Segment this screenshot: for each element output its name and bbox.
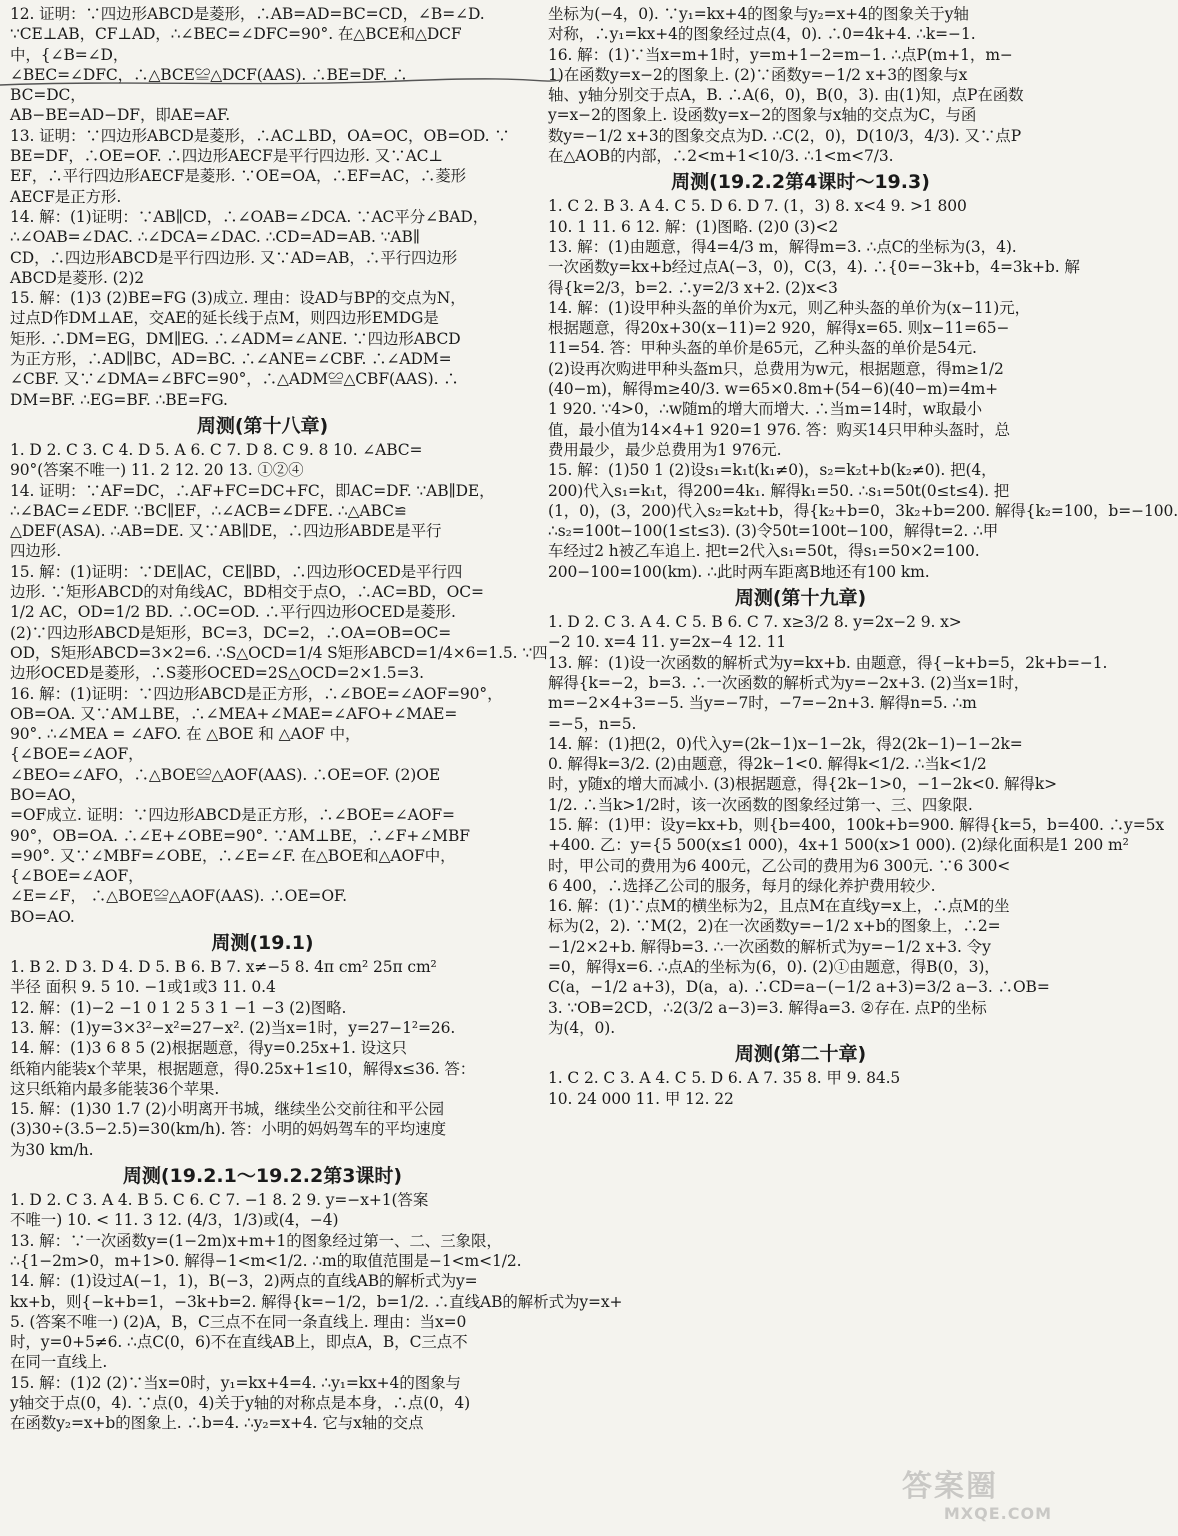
answer-line: 纸箱内能装x个苹果，根据题意，得0.25x+1≤10，解得x≤36. 答： [10,1059,476,1078]
answer-line: 15. 解：(1)3 (2)BE=FG (3)成立. 理由：设AD与BP的交点为N， [10,289,466,308]
answer-line: (40−m)，解得m≥40/3. w=65×0.8m+(54−6)(40−m)=4m+ [548,380,999,399]
answer-line: 为(4，0). [548,1018,616,1037]
answer-line: 边形OCED是菱形，∴S菱形OCED=2S△OCD=2×1.5=3. [10,664,424,683]
section-heading: 周测(第十八章) [196,414,329,437]
answer-line: 1. D 2. C 3. A 4. B 5. C 6. C 7. −1 8. 2 9. y=−x+1(答案 [10,1191,429,1210]
answer-line: C(a，−1/2 a+3)，D(a，a). ∴CD=a−(−1/2 a+3)=3/2 a−3. ∴OB= [548,978,1050,997]
answer-line: ∠E=∠F， ∴△BOE≌△AOF(AAS). ∴OE=OF. [10,887,347,906]
answer-line: 一次函数y=kx+b经过点A(−3，0)，C(3，4). ∴{0=−3k+b，4=3k+b. 解 [548,258,1080,277]
watermark-logo-text: 答案圈 [902,1469,998,1504]
answer-line: 16. 解：(1)证明：∵四边形ABCD是正方形，∴∠BOE=∠AOF=90°， [10,684,503,703]
answer-line: OB=OA. 又∵AM⊥BE，∴∠MEA+∠MAE=∠AFO+∠MAE= [10,704,458,723]
site-watermark [902,1470,1052,1530]
answer-line: 时，甲公司的费用为6 400元，乙公司的费用为6 300元. ∵6 300< [548,856,1011,875]
answer-line: 1 920. ∵4>0，∴w随m的增大而增大. ∴当m=14时，w取最小 [548,400,983,419]
answer-line: 15. 解：(1)2 (2)∵当x=0时，y₁=kx+4=4. ∴y₁=kx+4的图象与 [10,1373,461,1392]
answer-line: 得{k=2/3，b=2. ∴y=2/3 x+2. (2)x<3 [548,278,838,297]
answer-line: CD，∴四边形ABCD是平行四边形. 又∵AD=AB，∴平行四边形 [10,248,458,267]
answer-line: y=x−2的图象上. 设函数y=x−2的图象与x轴的交点为C，与函 [548,106,977,125]
answer-line: DM=BF. ∴EG=BF. ∴BE=FG. [10,390,228,409]
answer-line: 1/2 AC，OD=1/2 BD. ∴OC=OD. ∴平行四边形OCED是菱形. [10,603,456,622]
answer-line: 在同一直线上. [10,1353,108,1372]
answer-line: =90°. 又∵∠MBF=∠OBE，∴∠E=∠F. 在△BOE和△AOF中， [10,846,456,865]
answer-line: 14. 证明：∵AF=DC，∴AF+FC=DC+FC，即AC=DF. ∵AB∥DE， [10,481,495,500]
answer-line: 1. C 2. C 3. A 4. C 5. D 6. A 7. 35 8. 甲 9. 84.5 [548,1069,901,1088]
answer-line: 15. 解：(1)50 1 (2)设s₁=k₁t(k₁≠0)，s₂=k₂t+b(k₂≠0). 把(4， [548,461,997,480]
answer-line: +400. 乙：y={5 500(x≤1 000)，4x+1 500(x>1 000). (2)绿化面积是1 200 m² [548,836,1129,855]
answer-line: 1. D 2. C 3. A 4. C 5. B 6. C 7. x≥3/2 8. y=2x−2 9. x> [548,613,962,632]
watermark-url: MXQE.COM [943,1504,1052,1523]
answer-line: 1/2. ∴当k>1/2时，该一次函数的图象经过第一、三、四象限. [548,795,973,814]
answer-line: 15. 解：(1)甲：设y=kx+b，则{b=400，100k+b=900. 解得{k=5，b=400. ∴y=5x [548,815,1164,834]
answer-line: 14. 解：(1)3 6 8 5 (2)根据题意，得y=0.25x+1. 设这只 [10,1039,407,1058]
answer-line: 90°. ∴∠MEA = ∠AFO. 在 △BOE 和 △AOF 中， [10,725,361,744]
answer-line: 12. 解：(1)−2 −1 0 1 2 5 3 1 −1 −3 (2)图略. [10,998,347,1017]
answer-line: AB−BE=AD−DF，即AE=AF. [10,106,231,125]
answer-line: AECF是正方形. [10,187,122,206]
answer-line: {∠BOE=∠AOF， [10,745,144,764]
answer-line: BC=DC， [10,86,86,105]
answer-line: y轴交于点(0，4). ∵点(0，4)关于y轴的对称点是本身，∴点(0，4) [10,1394,471,1412]
right-column [548,0,1178,1109]
answer-line: 1. C 2. B 3. A 4. C 5. D 6. D 7. (1，3) 8. x<4 9. >1 800 [548,197,967,216]
answer-line: 车经过2 h被乙车追上. 把t=2代入s₁=50t，得s₁=50×2=100. [548,542,980,561]
answer-line: 对称，∴y₁=kx+4的图象经过点(4，0). ∴0=4k+4. ∴k=−1. [548,25,976,44]
section-heading: 周测(第十九章) [734,587,867,610]
answer-line: 在△AOB的内部，∴2<m+1<10/3. ∴1<m<7/3. [548,147,894,166]
answer-line: 13. 解：(1)y=3×3²−x²=27−x². (2)当x=1时，y=27−1²=26. [10,1018,456,1037]
answer-line: 中，{∠B=∠D， [10,45,129,64]
answer-line: ∴s₂=100t−100(1≤t≤3). (3)令50t=100t−100，解得t=2. ∴甲 [548,522,999,541]
answer-line: 四边形. [10,542,62,561]
answer-line: 13. 解：∵一次函数y=(1−2m)x+m+1的图象经过第一、二、三象限， [10,1231,502,1250]
answer-line: ∴∠BAC=∠EDF. ∵BC∥EF，∴∠ACB=∠DFE. ∴△ABC≌ [10,501,407,520]
answer-line: BO=AO， [10,785,87,804]
answer-line: EF，∴平行四边形AECF是菱形. ∵OE=OA，∴EF=AC，∴菱形 [10,167,467,186]
answer-line: 200−100=100(km). ∴此时两车距离B地还有100 km. [548,562,930,581]
answer-line: 1. D 2. C 3. C 4. D 5. A 6. C 7. D 8. C 9. 8 10. ∠ABC= [10,440,423,459]
section-heading: 周测(第二十章) [734,1043,867,1066]
answer-line: 矩形. ∴DM=EG，DM∥EG. ∴∠ADM=∠ANE. ∵四边形ABCD [10,329,461,348]
answer-line: 6 400，∴选择乙公司的服务，每月的绿化养护费用较少. [548,876,936,895]
answer-line: 16. 解：(1)∵当x=m+1时，y=m+1−2=m−1. ∴点P(m+1，m− [548,45,1013,64]
answer-line: 14. 解：(1)设甲种头盔的单价为x元，则乙种头盔的单价为(x−11)元， [548,298,1031,317]
answer-line: 5. (答案不唯一) (2)A，B，C三点不在同一条直线上. 理由：当x=0 [10,1312,467,1331]
answer-line: (3)30÷(3.5−2.5)=30(km/h). 答：小明的妈妈驾车的平均速度 [10,1120,447,1139]
answer-line: −2 10. x=4 11. y=2x−4 12. 11 [548,633,787,652]
answer-line: =0，解得x=6. ∴点A的坐标为(6，0). (2)①由题意，得B(0，3)， [548,958,1000,977]
answer-line: 解得{k=−2，b=3. ∴一次函数的解析式为y=−2x+3. (2)当x=1时， [548,673,1030,692]
answer-line: 3. ∵OB=2CD，∴2(3/2 a−3)=3. 解得a=3. ②存在. 点P的坐标 [548,998,987,1017]
answer-line: ∠BEC=∠DFC，∴△BCE≌△DCF(AAS). ∴BE=DF. ∴ [10,65,408,84]
answer-line: 14. 解：(1)把(2，0)代入y=(2k−1)x−1−2k，得2(2k−1)−1−2k= [548,734,1023,753]
answer-line: 14. 解：(1)设过A(−1，1)，B(−3，2)两点的直线AB的解析式为y= [10,1272,478,1291]
answer-line: kx+b，则{−k+b=1，−3k+b=2. 解得{k=−1/2，b=1/2. ∴直线AB的解析式为y=x+ [10,1292,623,1311]
answer-line: 11=54. 答：甲种头盔的单价是65元，乙种头盔的单价是54元. [548,339,977,358]
answer-line: {∠BOE=∠AOF， [10,867,144,886]
answer-line: 90°，OB=OA. ∴∠E+∠OBE=90°. ∵AM⊥BE，∴∠F+∠MBF [10,826,470,845]
answer-line: 时，y=0+5≠6. ∴点C(0，6)不在直线AB上，即点A，B，C三点不 [10,1333,468,1352]
answer-line: 根据题意，得20x+30(x−11)=2 920，解得x=65. 则x−11=65− [548,319,1010,338]
answer-line: m=−2×4+3=−5. 当y=−7时，−7=−2n+3. 解得n=5. ∴m [548,694,977,713]
answer-line: 时，y随x的增大而减小. (3)根据题意，得{2k−1>0，−1−2k<0. 解得k> [548,775,1057,794]
answer-line: OD，S矩形ABCD=3×2=6. ∴S△OCD=1/4 S矩形ABCD=1/4×6=1.5. ∵四 [10,643,548,662]
section-heading: 周测(19.2.1～19.2.2第3课时) [122,1165,403,1188]
answer-line: 半径 面积 9. 5 10. −1或1或3 11. 0.4 [10,978,276,997]
answer-line: ABCD是菱形. (2)2 [10,268,145,287]
answer-line: 13. 解：(1)由题意，得4=4/3 m，解得m=3. ∴点C的坐标为(3，4). [548,237,1017,256]
answer-line: 过点D作DM⊥AE，交AE的延长线于点M，则四边形EMDG是 [10,309,439,328]
answer-line: △DEF(ASA). ∴AB=DE. 又∵AB∥DE，∴四边形ABDE是平行 [10,522,442,541]
answer-line: 15. 解：(1)证明：∵DE∥AC，CE∥BD，∴四边形OCED是平行四 [10,562,463,581]
answer-line: 为30 km/h. [10,1140,94,1159]
answer-line: −1/2×2+b. 解得b=3. ∴一次函数的解析式为y=−1/2 x+3. 令y [548,937,991,956]
answer-line: =−5，n=5. [548,714,637,733]
answer-line: ∵CE⊥AB，CF⊥AD，∴∠BEC=∠DFC=90°. 在△BCE和△DCF [10,25,462,44]
answer-line: 90°(答案不唯一) 11. 2 12. 20 13. ①②④ [10,461,304,480]
answer-line: 10. 1 11. 6 12. 解：(1)图略. (2)0 (3)<2 [548,217,839,236]
answer-line: =OF成立. 证明：∵四边形ABCD是正方形，∴∠BOE=∠AOF= [10,806,455,825]
answer-line: ∠CBF. 又∵∠DMA=∠BFC=90°，∴△ADM≌△CBF(AAS). ∴ [10,370,459,389]
section-heading: 周测(19.2.2第4课时～19.3) [671,171,930,194]
answer-line: BO=AO. [10,907,75,926]
answer-line: 这只纸箱内最多能装36个苹果. [10,1079,220,1098]
answer-line: 13. 解：(1)设一次函数的解析式为y=kx+b. 由题意，得{−k+b=5，2k+b=−1. [548,653,1108,672]
answer-line: ∠BEO=∠AFO，∴△BOE≌△AOF(AAS). ∴OE=OF. (2)OE [10,765,441,784]
answer-line: 标为(2，2). ∵M(2，2)在一次函数y=−1/2 x+b的图象上，∴2= [548,917,1001,936]
answer-line: 12. 证明：∵四边形ABCD是菱形，∴AB=AD=BC=CD，∠B=∠D. [10,5,485,23]
answer-line: 为正方形，∴AD∥BC，AD=BC. ∴∠ANE=∠CBF. ∴∠ADM= [10,350,452,369]
answer-line: 10. 24 000 11. 甲 12. 22 [548,1089,734,1108]
answer-line: 在函数y₂=x+b的图象上. ∴b=4. ∴y₂=x+4. 它与x轴的交点 [10,1414,424,1433]
answer-line: 轴、y轴分别交于点A，B. ∴A(6，0)，B(0，3). 由(1)知，点P在函数 [548,86,1024,105]
answer-line: 费用最少，最少总费用为1 976元. [548,440,782,459]
answer-line: ∴∠OAB=∠DAC. ∴∠DCA=∠DAC. ∴CD=AD=AB. ∵AB∥ [10,228,420,247]
answer-line: 边形. ∵矩形ABCD的对角线AC，BD相交于点O，∴AC=BD，OC= [10,583,484,602]
answer-line: 1. B 2. D 3. D 4. D 5. B 6. B 7. x≠−5 8. 4π cm² 25π cm² [10,958,437,977]
answer-line: (1，0)，(3，200)代入s₂=k₂t+b，得{k₂+b=0，3k₂+b=200. 解得{k₂=100，b=−100. [548,501,1178,520]
answer-line: (2)设再次购进甲种头盔m只，总费用为w元，根据题意，得m≥1/2 [548,359,1004,378]
answer-line: 1)在函数y=x−2的图象上. (2)∵函数y=−1/2 x+3的图象与x [548,65,968,84]
answer-line: 13. 证明：∵四边形ABCD是菱形，∴AC⊥BD，OA=OC，OB=OD. ∵ [10,126,510,145]
answer-line: 14. 解：(1)证明：∵AB∥CD，∴∠OAB=∠DCA. ∵AC平分∠BAD， [10,207,489,226]
answer-line: 坐标为(−4，0). ∵y₁=kx+4的图象与y₂=x+4的图象关于y轴 [548,5,969,23]
answer-line: 200)代入s₁=k₁t，得200=4k₁. 解得k₁=50. ∴s₁=50t(0≤t≤4). 把 [548,481,1010,500]
section-heading: 周测(19.1) [211,932,314,955]
answer-line: ∴{1−2m>0，m+1>0. 解得−1<m<1/2. ∴m的取值范围是−1<m<1/2. [10,1251,522,1270]
answer-line: (2)∵四边形ABCD是矩形，BC=3，DC=2，∴OA=OB=OC= [10,623,452,642]
answer-line: 15. 解：(1)30 1.7 (2)小明离开书城，继续坐公交前往和平公园 [10,1100,445,1119]
answer-line: 数y=−1/2 x+3的图象交点为D. ∴C(2，0)，D(10/3，4/3). 又∵点P [548,126,1022,145]
answer-line: 0. 解得k=3/2. (2)由题意，得2k−1<0. 解得k<1/2. ∴当k<1/2 [548,755,987,774]
answer-line: 16. 解：(1)∵点M的横坐标为2，且点M在直线y=x上，∴点M的坐 [548,897,1010,916]
answer-line: 不唯一) 10. < 11. 3 12. (4/3，1/3)或(4，−4) [10,1211,339,1230]
answer-line: BE=DF，∴OE=OF. ∴四边形AECF是平行四边形. 又∵AC⊥ [10,147,443,166]
answer-line: 值，最小值为14×4+1 920=1 976. 答：购买14只甲种头盔时，总 [548,420,1011,439]
